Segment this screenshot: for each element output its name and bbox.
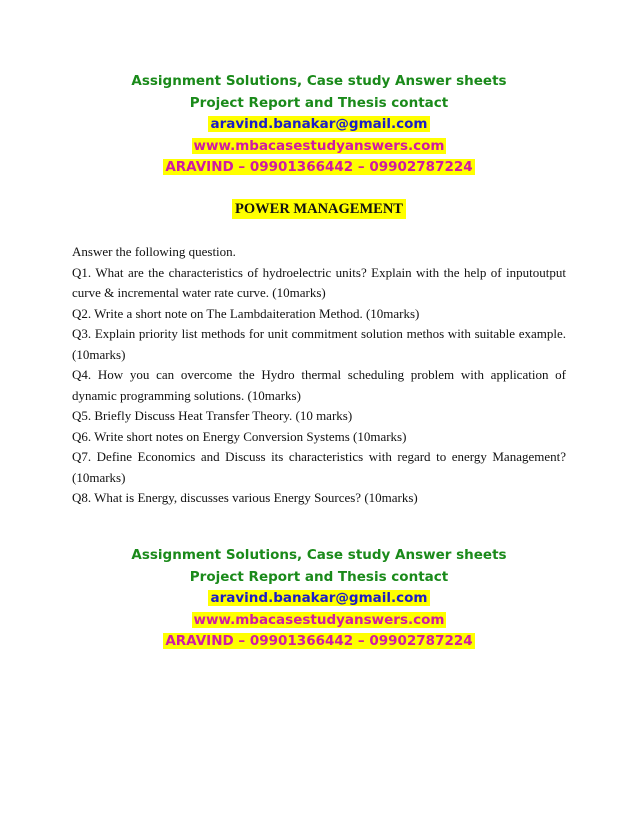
header-phone: ARAVIND – 09901366442 – 09902787224 — [165, 159, 473, 175]
contact-header — [72, 71, 566, 179]
question-2: Q2. Write a short note on The Lambdaiteration Method. (10marks) — [72, 305, 420, 321]
question-4: Q4. How you can overcome the Hydro thermal scheduling problem with application of dynamic programming solutions. (10marks) — [72, 367, 566, 403]
question-8: Q8. What is Energy, discusses various Energy Sources? (10marks) — [72, 490, 418, 505]
question-6: Q6. Write short notes on Energy Conversion Systems (10marks) — [72, 428, 407, 444]
header-website[interactable]: www.mbacasestudyanswers.com — [193, 137, 445, 154]
question-3: Q3. Explain priority list methods for unit commitment solution methos with suitable example. (10marks) — [72, 326, 566, 362]
question-7: Q7. Define Economics and Discuss its characteristics with regard to energy Management? (10marks) — [72, 449, 566, 485]
footer-line-1: Assignment Solutions, Case study Answer sheets — [131, 547, 507, 563]
header-email[interactable]: aravind.banakar@gmail.com — [210, 116, 428, 132]
question-list — [72, 242, 566, 509]
header-line-2: Project Report and Thesis contact — [189, 94, 449, 111]
footer-email[interactable]: aravind.banakar@gmail.com — [210, 590, 428, 606]
footer-phone: ARAVIND – 09901366442 – 09902787224 — [165, 633, 473, 649]
contact-footer — [72, 545, 566, 653]
instructions-text: Answer the following question. — [72, 244, 236, 259]
document-title: POWER MANAGEMENT — [232, 199, 406, 219]
footer-website[interactable]: www.mbacasestudyanswers.com — [193, 611, 445, 628]
footer-line-2: Project Report and Thesis contact — [189, 568, 449, 585]
question-5: Q5. Briefly Discuss Heat Transfer Theory. (10 marks) — [72, 408, 353, 423]
question-1: Q1. What are the characteristics of hydroelectric units? Explain with the help of inputoutput curve & incremental water rate curve. (10marks) — [72, 264, 566, 300]
header-line-1: Assignment Solutions, Case study Answer sheets — [131, 73, 507, 89]
